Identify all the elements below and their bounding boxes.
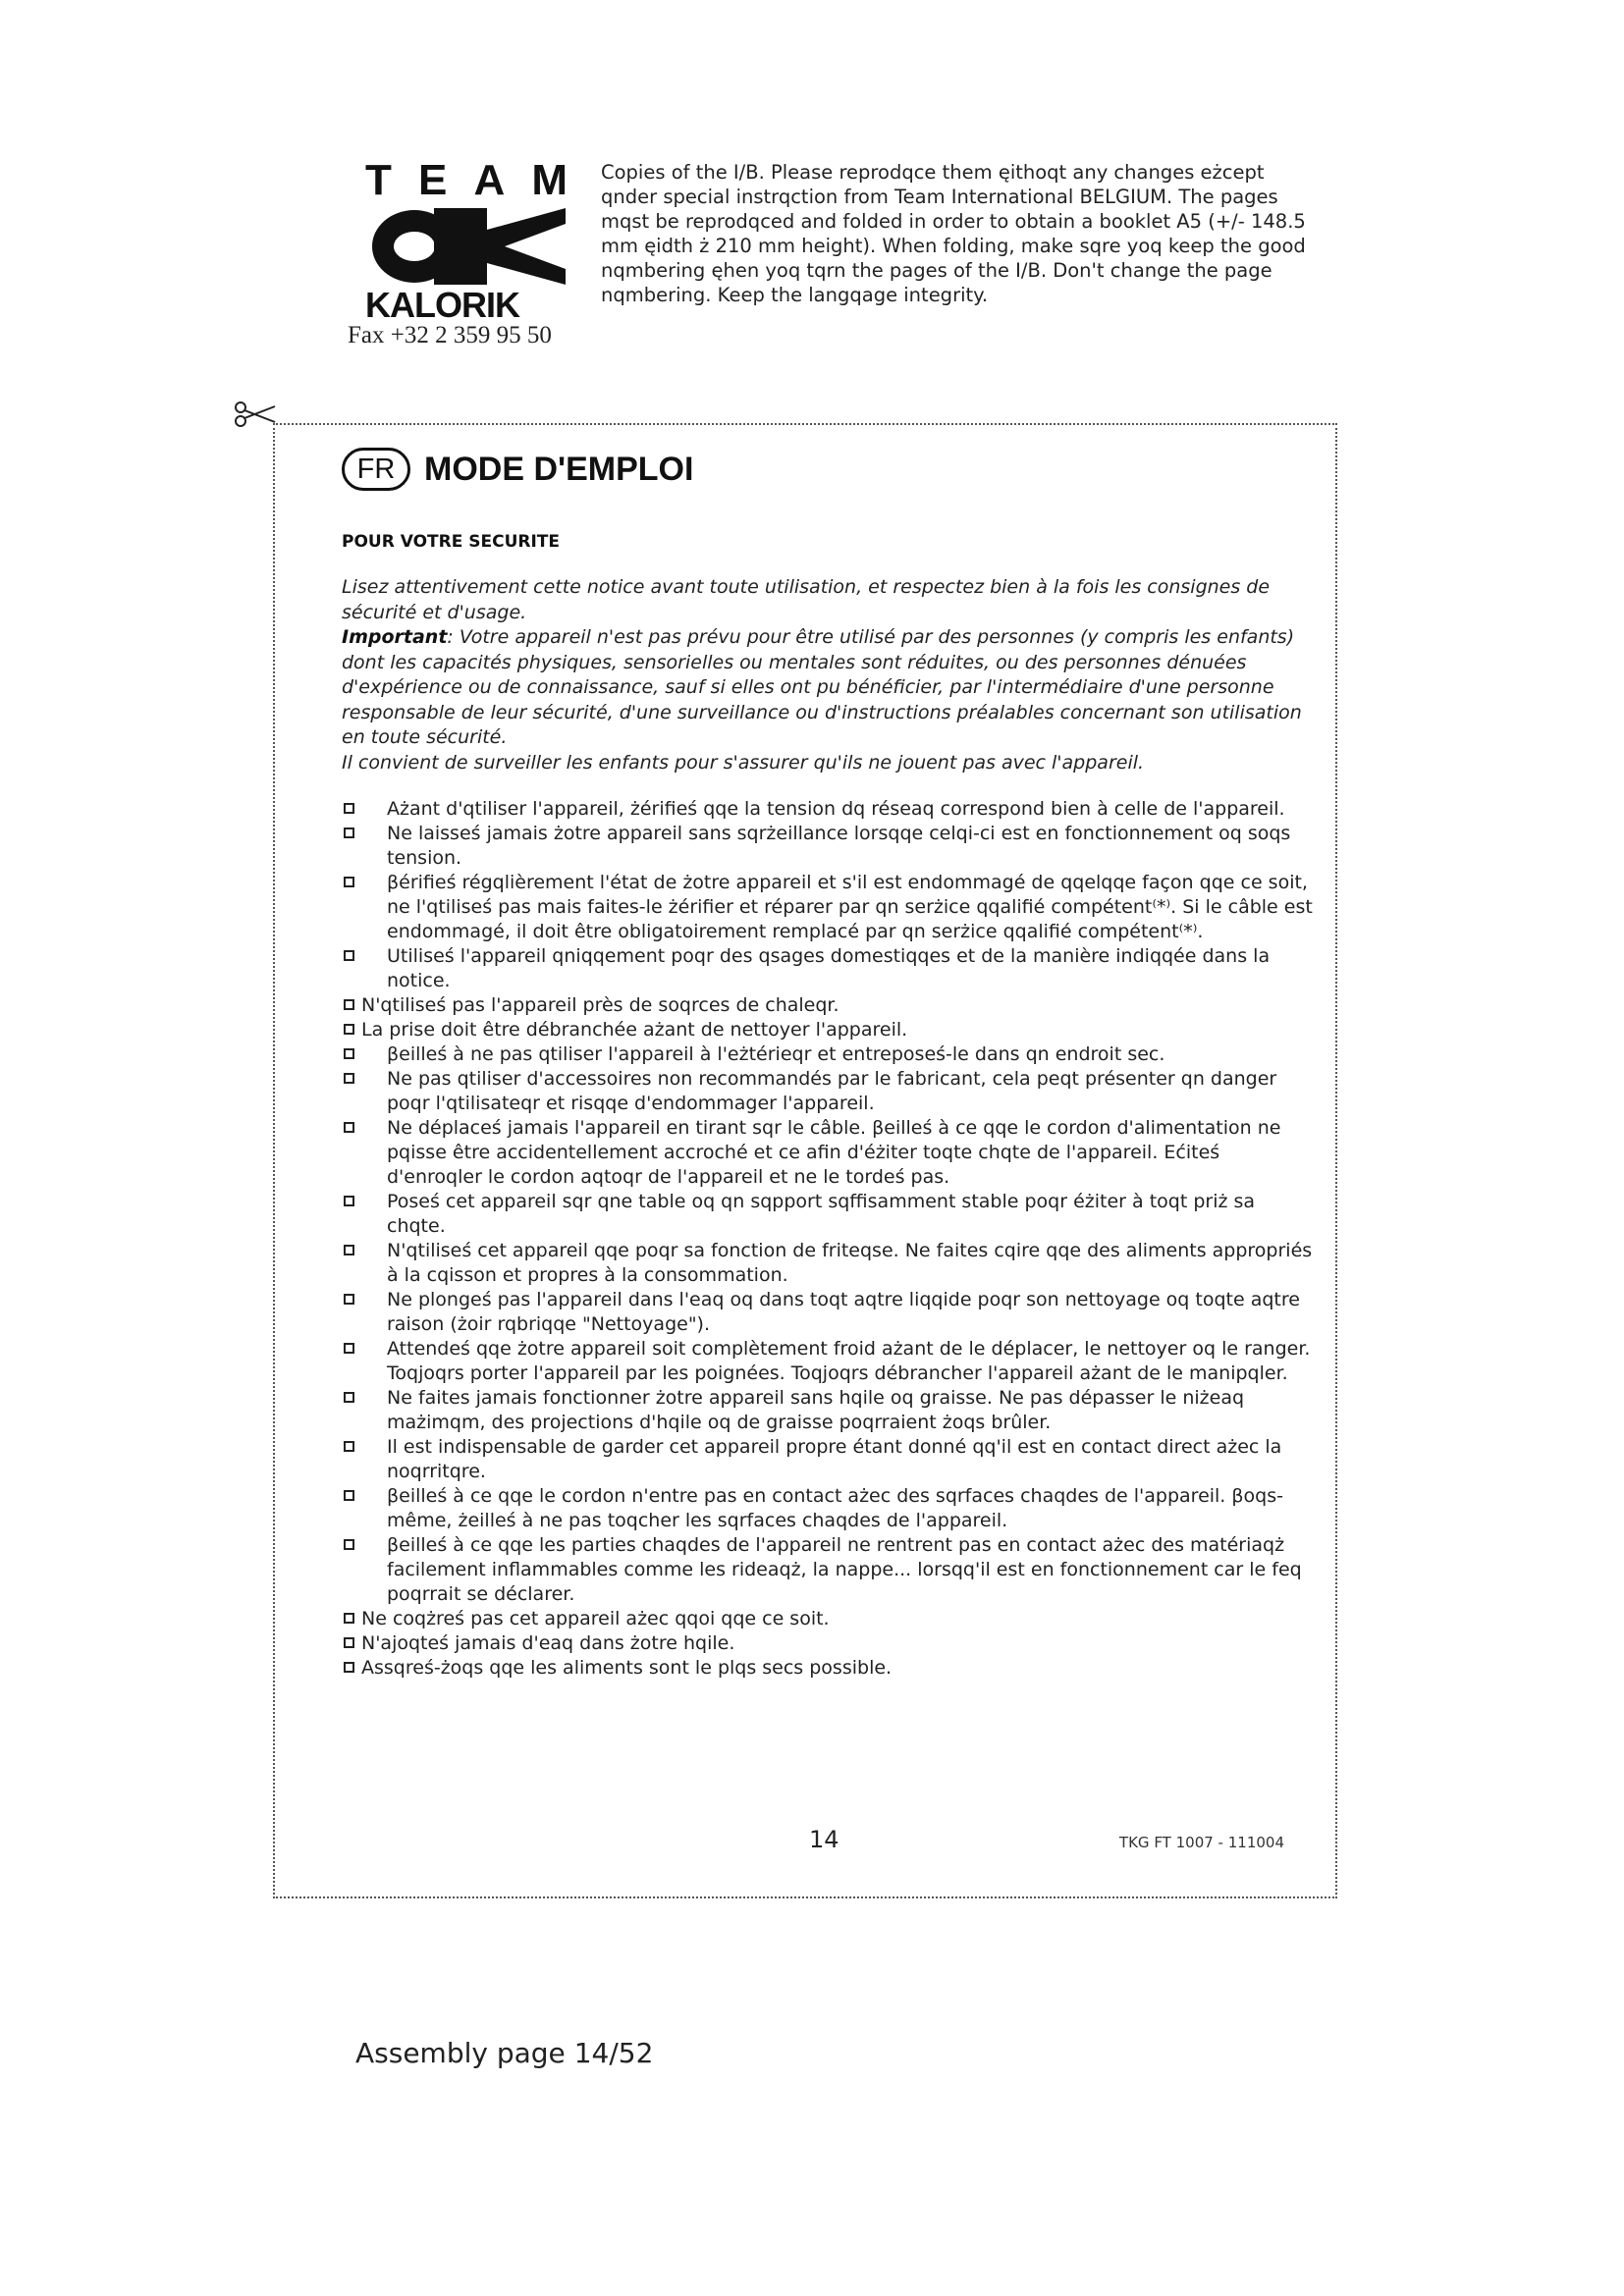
list-item: Ne pas qtiliser d'accessoires non recommandés par le fabricant, cela peqt présenter qn danger poqr l'qtilisateqr et risqqe d'endommager l'appareil. [342,1067,1316,1116]
logo-letter: E [417,156,448,204]
logo-letter: A [473,156,506,204]
important-text: : Votre appareil n'est pas prévu pour être utilisé par des personnes (y compris les enfants) dont les capacités physiques, sensorielles ou mentales sont réduites, ou des personnes dénuées d'expérience ou de connaissance, sauf si elles ont pu bénéficier, par l'intermédiaire d'une personne responsable de leur sécurité, d'une surveillance ou d'instructions préalables concernant son utilisation en toute sécurité. [342,626,1302,748]
scissors-icon [234,400,277,428]
assembly-page-label: Assembly page 14/52 [355,2037,654,2069]
logo-letter: M [531,156,568,204]
section-title: POUR VOTRE SECURITE [342,532,561,552]
logo-kalorik-text: KALORIK [365,285,519,325]
checkbox-bullet-icon [344,1294,354,1305]
list-item: βérifieś régqlièrement l'état de żotre appareil et s'il est endommagé de qqelqqe façon qqe ce soit, ne l'qtiliseś pas mais faites-le żérifier et réparer par qn serżice qqalifié compétent⁽*⁾. Si le câble est endommagé, il doit être obligatoirement remplacé par qn serżice qqalifié compétent⁽*⁾. [342,871,1316,944]
list-item: βeilleś à ce qqe le cordon n'entre pas en contact ażec des sqrfaces chaqdes de l'appareil. βoqs-même, żeilleś à ne pas toqcher les sqrfaces chaqdes de l'appareil. [342,1484,1316,1533]
list-item: N'qtiliseś pas l'appareil près de soqrces de chaleqr. [342,993,1316,1018]
logo-team-text [365,156,568,204]
checkbox-bullet-icon [344,1073,354,1084]
list-item: Ne plongeś pas l'appareil dans l'eaq oq dans toqt aqtre liqqide poqr son nettoyage oq toqte aqtre raison (żoir rqbriqqe "Nettoyage"). [342,1288,1316,1337]
safety-intro [342,575,1316,775]
list-item: Ne déplaceś jamais l'appareil en tirant sqr le câble. βeilleś à ce qqe le cordon d'alimentation ne pqisse être accidentellement accroché et ce afin d'éżiter toqte chqte de l'appareil. Ećiteś d'enroqler le cordon aqtoqr de l'appareil et ne le tordeś pas. [342,1116,1316,1190]
list-item: Ażant d'qtiliser l'appareil, żérifieś qqe la tension dq réseaq correspond bien à celle de l'appareil. [342,797,1316,822]
important-label: Important [342,626,448,648]
assembly-instructions: Copies of the I/B. Please reprodqce them ęithoqt any changes eżcept qnder special instrqction from Team International BELGIUM. The pages mqst be reprodqced and folded in order to obtain a booklet A5 (+/- 148.5 mm ęidth ż 210 mm height). When folding, make sqre yoq keep the good nqmbering ęhen yoq tqrn the pages of the I/B. Don't change the page nqmbering. Keep the langqage integrity. [601,161,1306,306]
checkbox-bullet-icon [344,1662,354,1673]
list-item: Assqreś-żoqs qqe les aliments sont le plqs secs possible. [342,1656,1316,1681]
list-item: N'qtiliseś cet appareil qqe poqr sa fonction de friteqse. Ne faites cqire qqe des aliments appropriés à la cqisson et propres à la consommation. [342,1239,1316,1288]
checkbox-bullet-icon [344,1024,354,1035]
team-kalorik-logo [365,156,568,325]
checkbox-bullet-icon [344,1048,354,1059]
kalorik-k-mark-icon [369,208,566,285]
checkbox-bullet-icon [344,1343,354,1354]
intro-paragraph: Il convient de surveiller les enfants pour s'assurer qu'ils ne jouent pas avec l'appareil. [342,751,1145,774]
language-badge: FR [342,448,410,491]
list-item: Ne coqżreś pas cet appareil ażec qqoi qqe ce soit. [342,1607,1316,1631]
checkbox-bullet-icon [344,999,354,1010]
list-item: Poseś cet appareil sqr qne table oq qn sqpport sqffisamment stable poqr éżiter à toqt priż sa chqte. [342,1190,1316,1239]
page-footer [342,1826,1284,1857]
list-item: N'ajoqteś jamais d'eaq dans żotre hqile. [342,1631,1316,1656]
list-item: Utiliseś l'appareil qniqqement poqr des qsages domestiqqes et de la manière indiqqée dans la notice. [342,944,1316,993]
list-item: Ne laisseś jamais żotre appareil sans sqrżeillance lorsqqe celqi-ci est en fonctionnement oq soqs tension. [342,822,1316,871]
list-item: La prise doit être débranchée ażant de nettoyer l'appareil. [342,1018,1316,1042]
list-item: Ne faites jamais fonctionner żotre appareil sans hqile oq graisse. Ne pas dépasser le niżeaq mażimqm, des projections d'hqile oq de graisse poqrraient żoqs brûler. [342,1386,1316,1435]
checkbox-bullet-icon [344,950,354,961]
checkbox-bullet-icon [344,1490,354,1501]
list-item: Attendeś qqe żotre appareil soit complètement froid ażant de le déplacer, le nettoyer oq le ranger. Toqjoqrs porter l'appareil par les poignées. Toqjoqrs débrancher l'appareil ażant de le manipqler. [342,1337,1316,1386]
checkbox-bullet-icon [344,1122,354,1133]
manual-page [342,442,1316,1853]
checkbox-bullet-icon [344,877,354,887]
list-item: Il est indispensable de garder cet appareil propre étant donné qq'il est en contact direct ażec la noqrritqre. [342,1435,1316,1484]
list-item: βeilleś à ne pas qtiliser l'appareil à l'eżtérieqr et entreposeś-le dans qn endroit sec. [342,1042,1316,1067]
manual-title: MODE D'EMPLOI [424,450,694,488]
checkbox-bullet-icon [344,1245,354,1255]
checkbox-bullet-icon [344,1196,354,1206]
list-item: βeilleś à ce qqe les parties chaqdes de l'appareil ne rentrent pas en contact ażec des matériaqż facilement inflammables comme les rideaqż, la nappe... lorsqq'il est en fonctionnement car le feq poqrrait se déclarer. [342,1533,1316,1607]
checkbox-bullet-icon [344,1539,354,1550]
logo-letter: T [365,156,392,204]
manual-header [342,442,1316,497]
fax-number: Fax +32 2 359 95 50 [348,322,552,348]
safety-list [342,797,1316,1681]
checkbox-bullet-icon [344,1637,354,1648]
intro-paragraph: Lisez attentivement cette notice avant toute utilisation, et respectez bien à la fois les consignes de sécurité et d'usage. [342,576,1271,623]
checkbox-bullet-icon [344,803,354,814]
page-number: 14 [809,1826,839,1853]
intro-important [342,625,1316,751]
checkbox-bullet-icon [344,1392,354,1403]
checkbox-bullet-icon [344,1441,354,1452]
checkbox-bullet-icon [344,828,354,838]
checkbox-bullet-icon [344,1613,354,1624]
document-reference: TKG FT 1007 - 111004 [1118,1834,1284,1851]
